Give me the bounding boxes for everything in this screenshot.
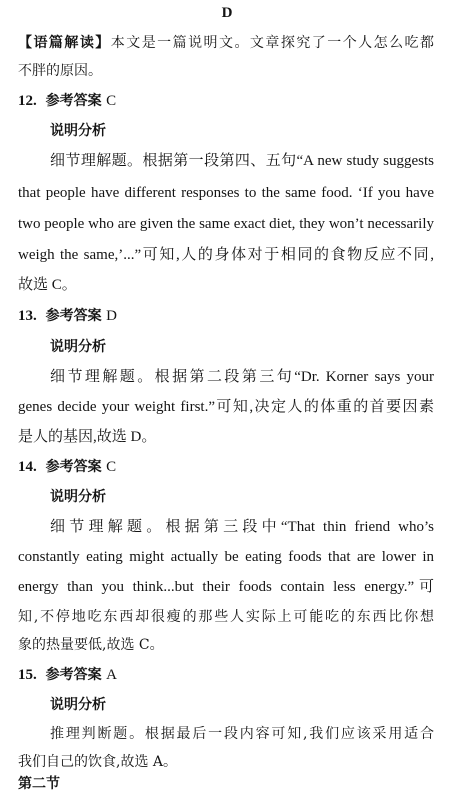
section-letter: D — [221, 5, 233, 21]
q14-line-3: energy than you think...but their foods contain less energy.”可 — [18, 579, 434, 595]
next-section-heading: 第二节 — [18, 776, 60, 792]
q12-line-2: that people have different responses to the same food. ‘If you have — [18, 185, 434, 201]
q12-analysis-label: 说明分析 — [50, 123, 106, 139]
q13-analysis-label: 说明分析 — [50, 339, 106, 355]
q12-number: 12. — [18, 93, 37, 109]
q14-line-4: 知,不停地吃东西却很瘦的那些人实际上可能吃的东西比你想 — [18, 609, 434, 625]
q15-answer-label: 参考答案 — [45, 667, 102, 683]
q14-analysis-label: 说明分析 — [50, 489, 106, 505]
q14-line-5: 象的热量要低,故选 C。 — [18, 637, 164, 653]
q13-answer-row — [18, 303, 434, 329]
q13-answer-label: 参考答案 — [45, 308, 102, 324]
q12-answer: C — [106, 93, 117, 109]
q12-answer-row — [18, 88, 434, 114]
q15-number: 15. — [18, 667, 37, 683]
q12-line-1: 细节理解题。根据第一段第四、五句“A new study suggests — [50, 153, 434, 169]
q15-answer-row — [18, 662, 434, 688]
q14-number: 14. — [18, 459, 37, 475]
q12-line-5: 故选 C。 — [18, 277, 77, 293]
q14-answer: C — [106, 459, 117, 475]
intro-label: 【语篇解读】 — [18, 35, 111, 51]
q14-line-1: 细节理解题。根据第三段中“That thin friend who’s — [50, 519, 434, 535]
q12-line-3: two people who are given the same exact diet, they won’t necessarily — [18, 216, 434, 232]
q13-line-2: genes decide your weight first.”可知,决定人的体重的首要因素 — [18, 399, 434, 415]
q13-number: 13. — [18, 308, 37, 324]
q15-answer: A — [106, 667, 117, 683]
q15-analysis-label: 说明分析 — [50, 697, 106, 713]
q13-line-1: 细节理解题。根据第二段第三句“Dr. Korner says your — [50, 369, 434, 385]
intro-line-2: 不胖的原因。 — [18, 63, 102, 79]
q12-answer-label: 参考答案 — [45, 93, 102, 109]
q13-answer: D — [106, 308, 117, 324]
q15-line-1: 推理判断题。根据最后一段内容可知,我们应该采用适合 — [50, 726, 434, 742]
q13-line-3: 是人的基因,故选 D。 — [18, 429, 157, 445]
q14-answer-label: 参考答案 — [45, 459, 102, 475]
q14-answer-row — [18, 454, 434, 480]
q12-line-4: weigh the same,’...”可知,人的身体对于相同的食物反应不同, — [18, 247, 434, 263]
q15-line-2: 我们自己的饮食,故选 A。 — [18, 754, 178, 770]
intro-text-1: 本文是一篇说明文。文章探究了一个人怎么吃都 — [110, 35, 435, 51]
q14-line-2: constantly eating might actually be eating foods that are lower in — [18, 549, 434, 565]
intro-line-1 — [18, 30, 434, 56]
